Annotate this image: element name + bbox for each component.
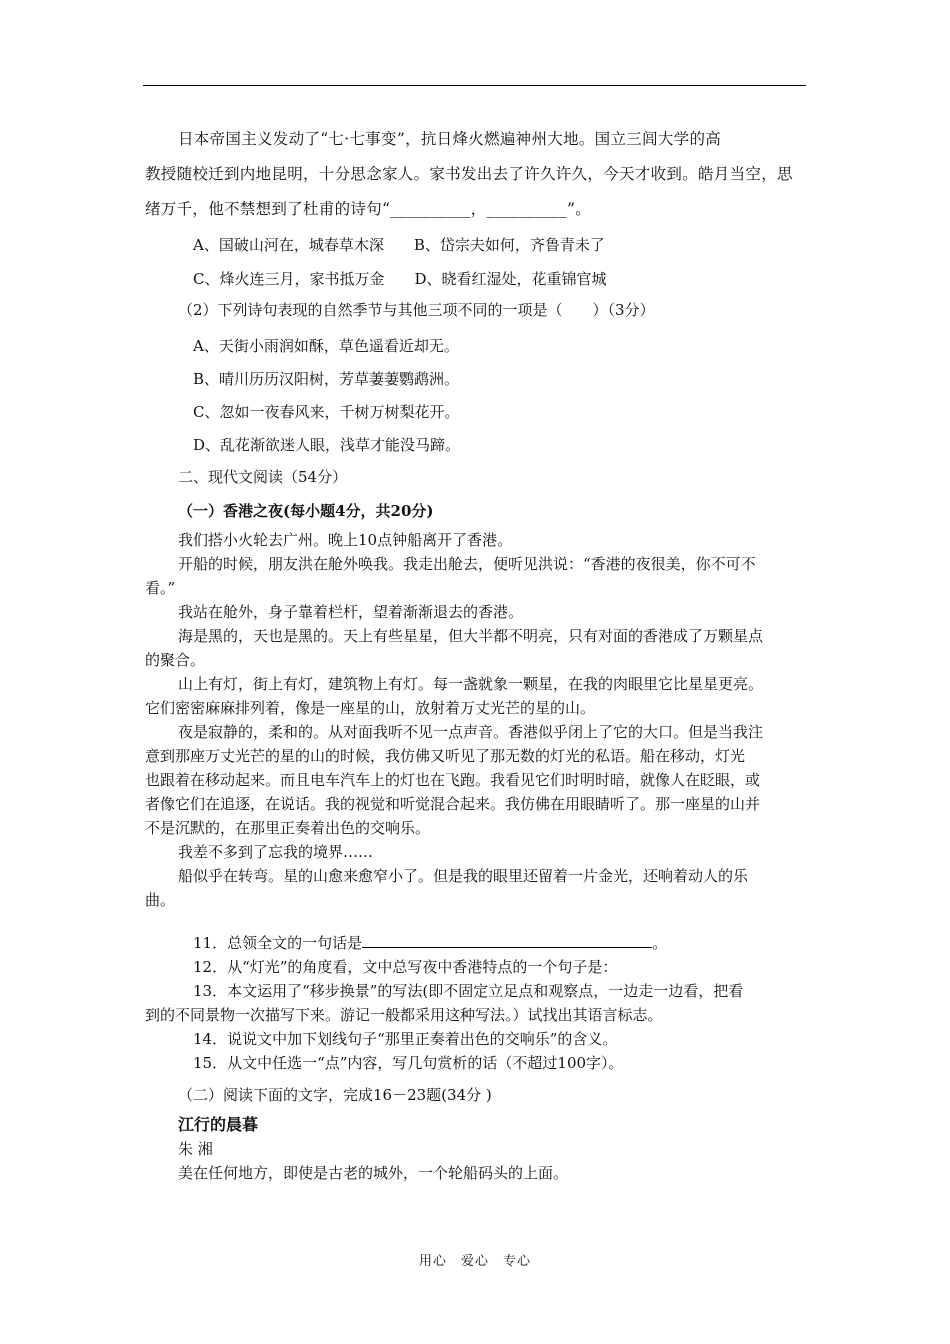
q1-options xyxy=(193,228,607,296)
section-heading: 二、现代文阅读（54分） xyxy=(178,468,348,486)
passage-line: 夜是寂静的，柔和的。从对面我听不见一点声音。香港似乎闭上了它的大口。但是当我注 xyxy=(178,723,764,741)
question-13-cont: 到的不同景物一次描写下来。游记一般都采用这种写法。）试找出其语言标志。 xyxy=(145,1006,663,1024)
passage1-body xyxy=(145,528,807,912)
passage1-title: （一）香港之夜(每小题4分，共20分) xyxy=(178,502,434,520)
passage2-title: 江行的晨暮 xyxy=(178,1115,259,1134)
option-line: B、晴川历历汉阳树，芳草萋萋鹦鹉洲。 xyxy=(193,370,460,388)
passage2-heading: （二）阅读下面的文字，完成16－23题(34分 ) xyxy=(178,1086,492,1104)
passage-line: 曲。 xyxy=(145,891,176,909)
passage-line: 的聚合。 xyxy=(145,651,206,669)
question-14: 14．说说文中加下划线句子“那里正奏着出色的交响乐”的含义。 xyxy=(193,1030,618,1048)
q2-stem: （2）下列诗句表现的自然季节与其他三项不同的一项是（ ）（3分） xyxy=(178,301,655,319)
intro-paragraph xyxy=(145,122,807,227)
answer-blank[interactable] xyxy=(362,932,652,948)
passage-line: 者像它们在追逐，在说话。我的视觉和听觉混合起来。我仿佛在用眼睛听了。那一座星的山并 xyxy=(145,795,761,813)
passage-line: 开船的时候，朋友洪在舱外唤我。我走出舱去，便听见洪说：“香港的夜很美，你不可不 xyxy=(178,555,756,573)
passage-line: 也跟着在移动起来。而且电车汽车上的灯也在飞跑。我看见它们时明时暗，就像人在眨眼，或 xyxy=(145,771,761,789)
passage-line: 意到那座万丈光芒的星的山的时候，我仿佛又听见了那无数的灯光的私语。船在移动，灯光 xyxy=(145,747,746,765)
option-line: A、天街小雨润如酥，草色遥看近却无。 xyxy=(193,337,459,355)
passage2-author: 朱 湘 xyxy=(178,1140,213,1158)
intro-line: 绪万千，他不禁想到了杜甫的诗句“__________，__________”。 xyxy=(145,200,592,218)
intro-line: 教授随校迁到内地昆明，十分思念家人。家书发出去了许久许久，今天才收到。皓月当空，思 xyxy=(145,165,793,183)
passage-line: 看。” xyxy=(145,579,176,597)
passage-line: 山上有灯，街上有灯，建筑物上有灯。每一盏就象一颗星，在我的肉眼里它比星星更亮。 xyxy=(178,675,764,693)
passage-line: 海是黑的，天也是黑的。天上有些星星，但大半都不明亮，只有对面的香港成了万颗星点 xyxy=(178,627,764,645)
passage-line: 它们密密麻麻排列着，像是一座星的山，放射着万丈光芒的星的山。 xyxy=(145,699,596,717)
q2-options xyxy=(193,330,460,462)
question-12: 12．从“灯光”的角度看，文中总写夜中香港特点的一个句子是： xyxy=(193,958,618,976)
intro-line: 日本帝国主义发动了“七·七事变”，抗日烽火燃遍神州大地。国立三闾大学的高 xyxy=(178,130,722,148)
header-rule xyxy=(143,85,806,86)
option-line: D、乱花渐欲迷人眼，浅草才能没马蹄。 xyxy=(193,436,461,454)
option-line: A、国破山河在，城春草木深 B、岱宗夫如何，齐鲁青未了 xyxy=(193,236,605,254)
question-15: 15．从文中任选一“点”内容，写几句赏析的话（不超过100字）。 xyxy=(193,1054,624,1072)
option-line: C、忽如一夜春风来，千树万树梨花开。 xyxy=(193,403,460,421)
page-footer: 用心 爱心 专心 xyxy=(418,1254,531,1269)
passage-line: 船似乎在转弯。星的山愈来愈窄小了。但是我的眼里还留着一片金光，还响着动人的乐 xyxy=(178,867,749,885)
passage-line: 我站在舱外，身子靠着栏杆，望着渐渐退去的香港。 xyxy=(178,603,524,621)
questions xyxy=(145,931,807,1075)
passage-line: 我们搭小火轮去广州。晚上10点钟船离开了香港。 xyxy=(178,531,513,549)
passage2-first-line: 美在任何地方，即使是古老的城外，一个轮船码头的上面。 xyxy=(178,1164,569,1182)
passage-line: 不是沉默的，在那里正奏着出色的交响乐。 xyxy=(145,819,431,837)
passage2 xyxy=(145,1113,807,1185)
question-13: 13．本文运用了“移步换景”的写法(即不固定立足点和观察点，一边走一边看，把看 xyxy=(193,982,744,1000)
option-line: C、烽火连三月，家书抵万金 D、晓看红湿处，花重锦官城 xyxy=(193,270,607,288)
passage-line: 我差不多到了忘我的境界…… xyxy=(178,843,374,861)
question-11: 11．总领全文的一句话是 。 xyxy=(193,934,668,952)
